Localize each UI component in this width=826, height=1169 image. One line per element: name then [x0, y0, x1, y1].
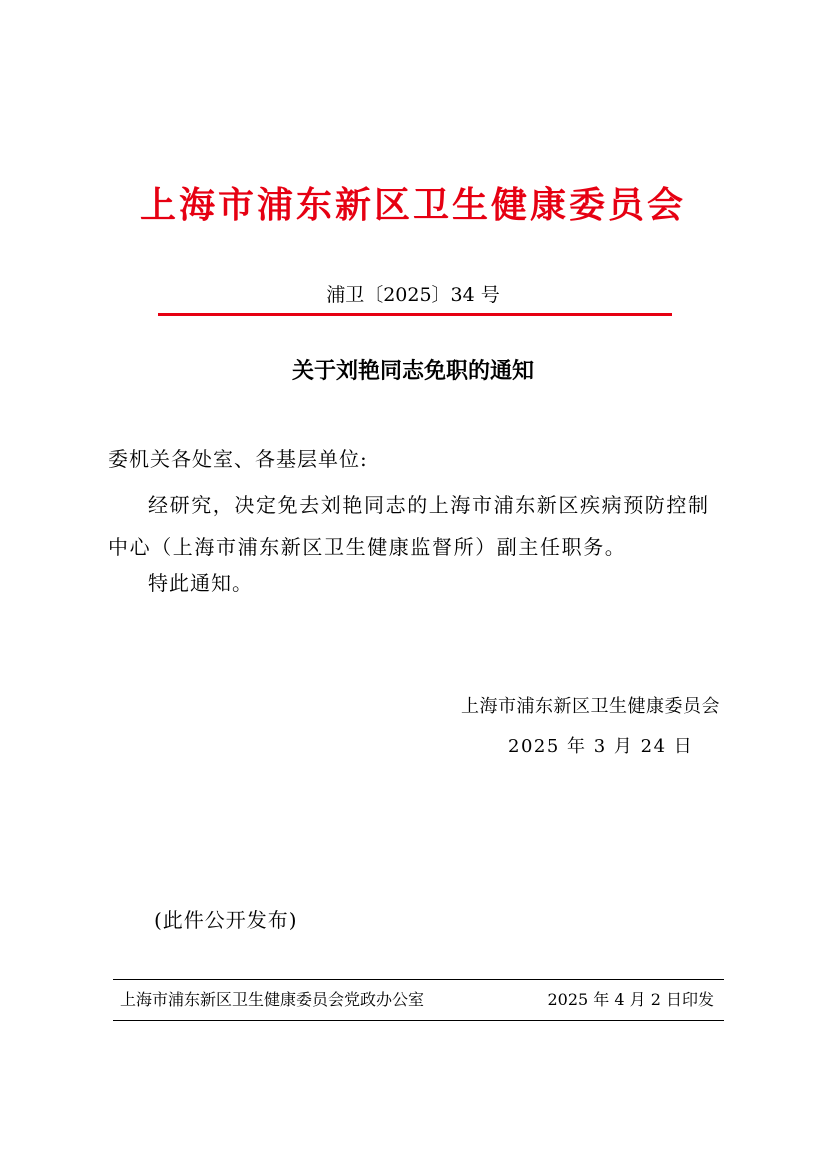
closing-line: 特此通知。 [148, 571, 253, 595]
signature-organization: 上海市浦东新区卫生健康委员会 [461, 696, 720, 717]
document-number: 浦卫〔2025〕34 号 [326, 284, 500, 306]
footer-bottom-rule [113, 1020, 724, 1021]
footer-top-rule [113, 979, 724, 980]
public-release-note: (此件公开发布) [154, 908, 298, 932]
notice-title: 关于刘艳同志免职的通知 [291, 359, 534, 384]
footer-issuing-office: 上海市浦东新区卫生健康委员会党政办公室 [120, 990, 425, 1009]
footer-print-date: 2025 年 4 月 2 日印发 [547, 990, 714, 1009]
body-paragraph: 经研究，决定免去刘艳同志的上海市浦东新区疾病预防控制中心（上海市浦东新区卫生健康监督所）副主任职务。 [108, 493, 710, 559]
issuer-title: 上海市浦东新区卫生健康委员会 [139, 184, 686, 226]
red-separator-line [158, 313, 672, 316]
salutation: 委机关各处室、各基层单位: [108, 447, 368, 471]
signature-date: 2025 年 3 月 24 日 [508, 736, 694, 757]
